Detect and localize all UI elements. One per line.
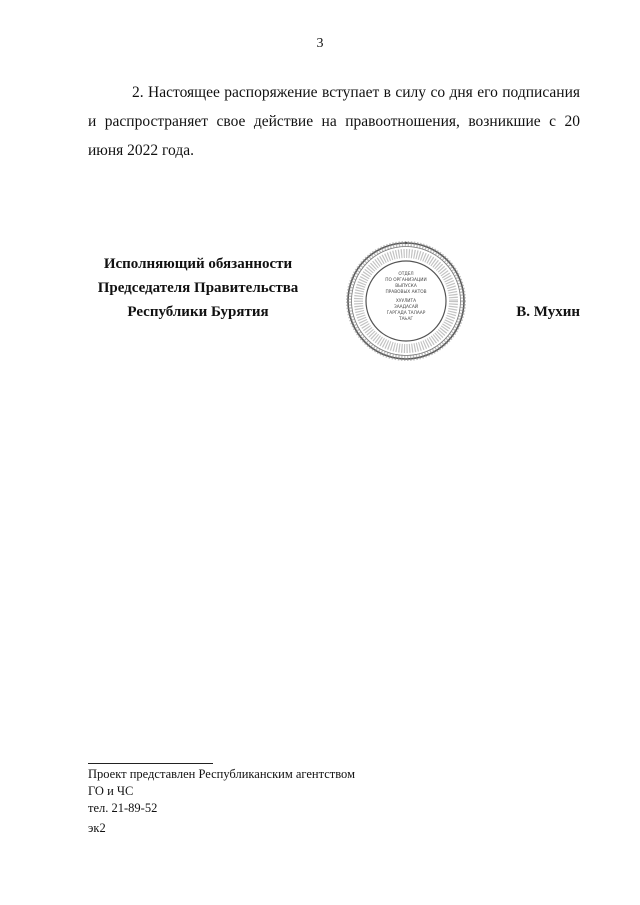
footnote-line-1: Проект представлен Республиканским агентством: [88, 767, 355, 781]
signatory-title-line-2: Председателя Правительства: [97, 280, 299, 296]
seal-line-2: ПО ОРГАНИЗАЦИИ: [385, 278, 427, 283]
official-seal: [345, 240, 467, 362]
signatory-title-line-1: Исполняющий обязанности: [103, 256, 293, 272]
body-paragraph: 2. Настоящее распоряжение вступает в силу со дня его подписания и распространяет свое действие на правоотношения, возникшие с 20 июня 2022 года.: [88, 84, 580, 159]
signatory-name: В. Мухин: [516, 304, 580, 320]
footnote-line-2: ГО и ЧС: [88, 784, 134, 798]
seal-line-6: ЗААДАСАЙ: [393, 305, 419, 310]
footnote-divider: [88, 763, 213, 764]
signatory-title: [84, 252, 312, 324]
document-code: эк2: [88, 821, 106, 835]
page-number: 3: [316, 36, 324, 51]
seal-line-1: ОТДЕЛ: [398, 272, 414, 277]
seal-line-7: ГАРГАДА ТАЛААР: [386, 311, 426, 316]
seal-line-5: ХУУЛИТА: [395, 299, 417, 304]
seal-line-4: ПРАВОВЫХ АКТОВ: [385, 290, 427, 295]
seal-line-3: ВЫПУСКА: [395, 284, 417, 289]
signatory-title-line-3: Республики Бурятия: [127, 304, 269, 320]
seal-line-8: ТАҺАГ: [398, 317, 414, 322]
footnote-line-3: тел. 21-89-52: [88, 801, 158, 815]
footnote: [88, 766, 355, 817]
